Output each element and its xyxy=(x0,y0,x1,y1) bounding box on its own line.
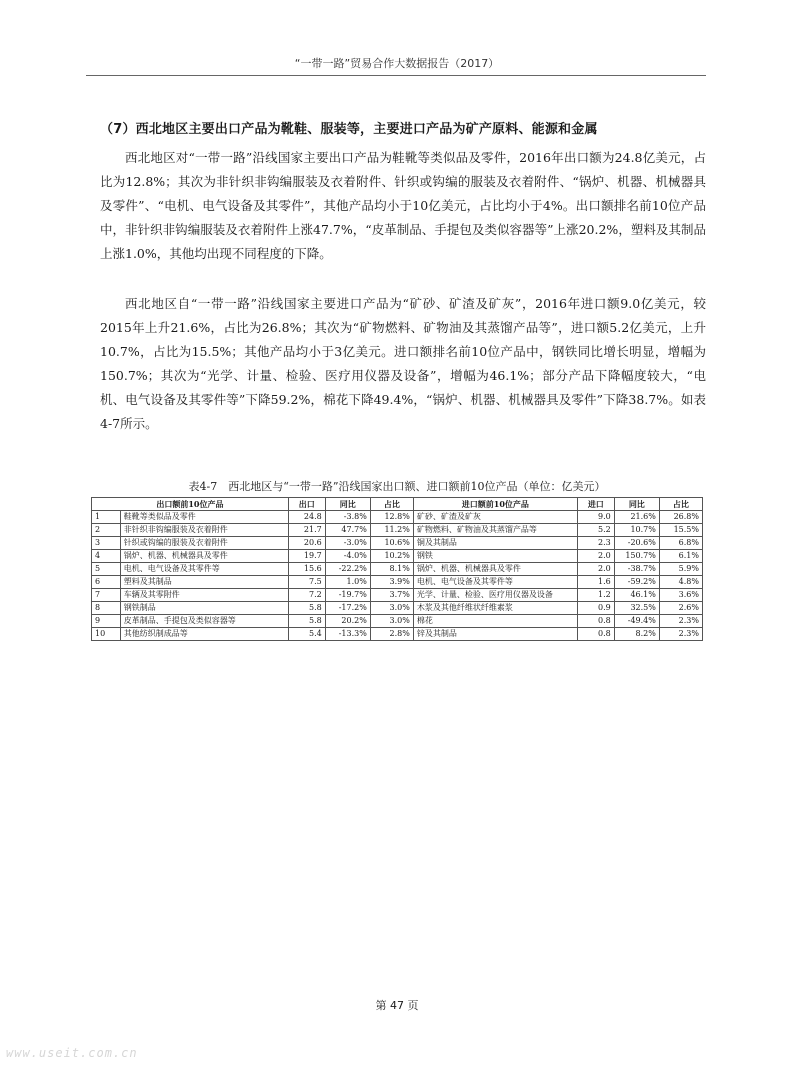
cell-export-share: 8.1% xyxy=(370,563,413,576)
paragraph-exports: 西北地区对“一带一路”沿线国家主要出口产品为鞋靴等类似品及零件，2016年出口额为24.8亿美元，占比为12.8%；其次为非针织非钩编服装及衣着附件、针织或钩编的服装及衣着附件、“锅炉、机器、机械器具及零件”、“电机、电气设备及其零件”，其他产品均小于10亿美元，占比均小于4%。出口额排名前10位产品中，非针织非钩编服装及衣着附件上涨47.7%，“皮革制品、手提包及类似容器等”上涨20.2%，塑料及其制品上涨1.0%，其他均出现不同程度的下降。 xyxy=(100,150,706,261)
cell-import: 0.8 xyxy=(577,628,614,641)
table-row xyxy=(92,563,703,576)
cell-import-yoy: -59.2% xyxy=(614,576,659,589)
cell-rank: 3 xyxy=(92,537,121,550)
header-rule xyxy=(86,75,706,76)
cell-rank: 6 xyxy=(92,576,121,589)
cell-export-yoy: -22.2% xyxy=(325,563,370,576)
cell-export-yoy: -3.0% xyxy=(325,537,370,550)
cell-export-yoy: 1.0% xyxy=(325,576,370,589)
cell-export-product: 其他纺织制成品等 xyxy=(120,628,288,641)
page-number: 第 47 页 xyxy=(375,999,419,1012)
table-row xyxy=(92,524,703,537)
cell-import-share: 2.6% xyxy=(659,602,702,615)
cell-export: 5.8 xyxy=(288,602,325,615)
cell-rank: 4 xyxy=(92,550,121,563)
header-export-share: 占比 xyxy=(370,498,413,511)
table-row xyxy=(92,628,703,641)
paragraph-imports: 西北地区自“一带一路”沿线国家主要进口产品为“矿砂、矿渣及矿灰”，2016年进口额9.0亿美元，较2015年上升21.6%，占比为26.8%；其次为“矿物燃料、矿物油及其蒸馏产品等”，进口额5.2亿美元，上升10.7%，占比为15.5%；其他产品均小于3亿美元。进口额排名前10位产品中，钢铁同比增长明显，增幅为150.7%；其次为“光学、计量、检验、医疗用仪器及设备”，增幅为46.1%；部分产品下降幅度较大，“电机、电气设备及其零件等”下降59.2%，棉花下降49.4%，“锅炉、机器、机械器具及零件”下降38.7%。如表4-7所示。 xyxy=(100,296,706,431)
cell-import-product: 棉花 xyxy=(413,615,577,628)
cell-import: 2.3 xyxy=(577,537,614,550)
cell-export-yoy: -17.2% xyxy=(325,602,370,615)
cell-export: 24.8 xyxy=(288,511,325,524)
header-import: 进口 xyxy=(577,498,614,511)
cell-export: 7.5 xyxy=(288,576,325,589)
cell-import-yoy: -38.7% xyxy=(614,563,659,576)
cell-import-yoy: 8.2% xyxy=(614,628,659,641)
cell-export-yoy: -4.0% xyxy=(325,550,370,563)
cell-import-product: 矿物燃料、矿物油及其蒸馏产品等 xyxy=(413,524,577,537)
cell-import: 1.6 xyxy=(577,576,614,589)
cell-import-share: 2.3% xyxy=(659,628,702,641)
table-row xyxy=(92,550,703,563)
cell-import: 2.0 xyxy=(577,550,614,563)
table-caption: 表4-7 西北地区与“一带一路”沿线国家出口额、进口额前10位产品（单位：亿美元） xyxy=(188,480,606,493)
cell-export-share: 12.8% xyxy=(370,511,413,524)
cell-export-share: 3.9% xyxy=(370,576,413,589)
cell-export: 19.7 xyxy=(288,550,325,563)
cell-import-product: 木浆及其他纤维状纤维素浆 xyxy=(413,602,577,615)
header-import-yoy: 同比 xyxy=(614,498,659,511)
cell-export-product: 电机、电气设备及其零件等 xyxy=(120,563,288,576)
cell-import-product: 锌及其制品 xyxy=(413,628,577,641)
cell-export-product: 钢铁制品 xyxy=(120,602,288,615)
cell-export-yoy: -3.8% xyxy=(325,511,370,524)
cell-import: 9.0 xyxy=(577,511,614,524)
cell-rank: 10 xyxy=(92,628,121,641)
cell-import-yoy: 150.7% xyxy=(614,550,659,563)
cell-export: 15.6 xyxy=(288,563,325,576)
cell-import: 0.8 xyxy=(577,615,614,628)
cell-import-share: 6.1% xyxy=(659,550,702,563)
cell-import: 2.0 xyxy=(577,563,614,576)
cell-export-share: 10.2% xyxy=(370,550,413,563)
header-import-product: 进口额前10位产品 xyxy=(413,498,577,511)
cell-export-share: 3.0% xyxy=(370,602,413,615)
cell-export-share: 3.7% xyxy=(370,589,413,602)
table-row xyxy=(92,537,703,550)
cell-export: 21.7 xyxy=(288,524,325,537)
cell-export-product: 针织或钩编的服装及衣着附件 xyxy=(120,537,288,550)
cell-import-yoy: 10.7% xyxy=(614,524,659,537)
cell-export-share: 11.2% xyxy=(370,524,413,537)
cell-export-yoy: -19.7% xyxy=(325,589,370,602)
table-row xyxy=(92,576,703,589)
cell-export: 5.4 xyxy=(288,628,325,641)
cell-import-product: 钢铁 xyxy=(413,550,577,563)
running-header: “一带一路”贸易合作大数据报告（2017） xyxy=(294,57,500,70)
cell-export-product: 锅炉、机器、机械器具及零件 xyxy=(120,550,288,563)
cell-rank: 2 xyxy=(92,524,121,537)
cell-import-yoy: -49.4% xyxy=(614,615,659,628)
watermark: www.useit.com.cn xyxy=(6,1046,138,1060)
cell-import: 1.2 xyxy=(577,589,614,602)
cell-rank: 7 xyxy=(92,589,121,602)
cell-export-yoy: 47.7% xyxy=(325,524,370,537)
cell-import-yoy: 32.5% xyxy=(614,602,659,615)
cell-import-share: 3.6% xyxy=(659,589,702,602)
cell-import-share: 26.8% xyxy=(659,511,702,524)
table-row xyxy=(92,589,703,602)
trade-table xyxy=(91,497,703,641)
cell-export-share: 2.8% xyxy=(370,628,413,641)
cell-export-yoy: -13.3% xyxy=(325,628,370,641)
table-row xyxy=(92,615,703,628)
cell-export: 5.8 xyxy=(288,615,325,628)
table-row xyxy=(92,511,703,524)
cell-rank: 9 xyxy=(92,615,121,628)
cell-import-product: 电机、电气设备及其零件等 xyxy=(413,576,577,589)
cell-import-share: 15.5% xyxy=(659,524,702,537)
cell-export-product: 塑料及其制品 xyxy=(120,576,288,589)
cell-import: 0.9 xyxy=(577,602,614,615)
cell-import: 5.2 xyxy=(577,524,614,537)
cell-import-product: 锅炉、机器、机械器具及零件 xyxy=(413,563,577,576)
cell-export-product: 非针织非钩编服装及衣着附件 xyxy=(120,524,288,537)
cell-import-share: 4.8% xyxy=(659,576,702,589)
cell-export-product: 皮革制品、手提包及类似容器等 xyxy=(120,615,288,628)
header-export-yoy: 同比 xyxy=(325,498,370,511)
cell-import-share: 2.3% xyxy=(659,615,702,628)
cell-export-product: 鞋靴等类似品及零件 xyxy=(120,511,288,524)
cell-import-product: 矿砂、矿渣及矿灰 xyxy=(413,511,577,524)
cell-export-share: 3.0% xyxy=(370,615,413,628)
header-import-share: 占比 xyxy=(659,498,702,511)
cell-rank: 1 xyxy=(92,511,121,524)
header-export-product: 出口额前10位产品 xyxy=(92,498,289,511)
cell-export-product: 车辆及其零附件 xyxy=(120,589,288,602)
cell-import-share: 5.9% xyxy=(659,563,702,576)
cell-import-share: 6.8% xyxy=(659,537,702,550)
cell-import-yoy: 21.6% xyxy=(614,511,659,524)
header-export: 出口 xyxy=(288,498,325,511)
section-heading: （7）西北地区主要出口产品为靴鞋、服装等，主要进口产品为矿产原料、能源和金属 xyxy=(100,122,598,137)
cell-import-product: 铜及其制品 xyxy=(413,537,577,550)
cell-export-yoy: 20.2% xyxy=(325,615,370,628)
cell-export: 7.2 xyxy=(288,589,325,602)
table-row xyxy=(92,602,703,615)
cell-import-product: 光学、计量、检验、医疗用仪器及设备 xyxy=(413,589,577,602)
table-header-row xyxy=(92,498,703,511)
cell-rank: 8 xyxy=(92,602,121,615)
cell-rank: 5 xyxy=(92,563,121,576)
cell-import-yoy: 46.1% xyxy=(614,589,659,602)
cell-import-yoy: -20.6% xyxy=(614,537,659,550)
cell-export: 20.6 xyxy=(288,537,325,550)
cell-export-share: 10.6% xyxy=(370,537,413,550)
